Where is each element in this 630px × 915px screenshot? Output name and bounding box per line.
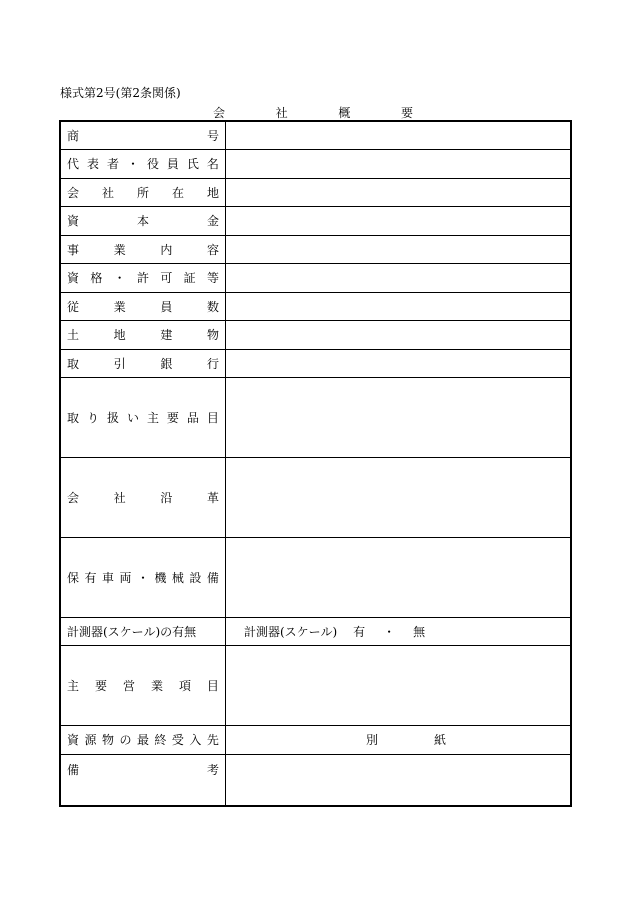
row-label [60, 725, 226, 754]
label-char: 受 [171, 733, 184, 747]
label-char: 有 [84, 570, 97, 585]
label-char: ・ [113, 271, 126, 285]
row-label-text [67, 489, 219, 506]
row-label-text [67, 355, 219, 372]
form-row [60, 725, 571, 754]
label-char: 扱 [106, 410, 119, 425]
label-char: 行 [206, 356, 219, 371]
label-char: 代 [67, 157, 80, 171]
label-char: 業 [113, 242, 126, 257]
title-char: 会 [213, 106, 226, 120]
label-char: 商 [67, 128, 80, 143]
label-char: 数 [206, 299, 219, 314]
label-char: 物 [206, 328, 219, 342]
label-char: 従 [67, 299, 80, 314]
scale-no-option[interactable]: 無 [413, 624, 426, 639]
label-char: 本 [136, 214, 149, 228]
row-label [60, 457, 226, 537]
form-row [60, 320, 571, 349]
row-value-field[interactable] [226, 320, 572, 349]
row-label [60, 320, 226, 349]
label-char: 機 [154, 570, 167, 585]
label-char: 号 [206, 128, 219, 143]
row-value-field[interactable] [226, 206, 572, 235]
label-char: 備 [67, 762, 80, 777]
row-label-text: 計測器(スケール)の有無 [67, 624, 197, 639]
label-char: 社 [101, 185, 114, 200]
form-row [60, 349, 571, 377]
row-value-field[interactable] [226, 149, 572, 178]
row-label-text [67, 326, 219, 343]
document-title [213, 104, 413, 121]
label-char: 終 [154, 733, 167, 747]
row-label-text [67, 409, 219, 426]
label-char: 業 [113, 299, 126, 314]
label-char: 沿 [160, 490, 173, 505]
label-char: 建 [160, 328, 173, 342]
row-value-field[interactable] [226, 377, 572, 457]
label-char: 金 [206, 214, 219, 228]
row-value-field[interactable] [226, 349, 572, 377]
form-row [60, 617, 571, 645]
label-char: 許 [136, 271, 149, 285]
separate-sheet-note [366, 731, 446, 748]
label-char: 主 [67, 678, 80, 693]
label-char: 名 [206, 157, 219, 171]
row-label [60, 206, 226, 235]
label-char: 主 [146, 410, 159, 425]
label-char: 事 [67, 242, 80, 257]
form-row [60, 235, 571, 263]
scale-separator: ・ [383, 624, 396, 639]
label-char: 要 [94, 678, 107, 693]
row-label-text [67, 127, 219, 144]
label-char: 在 [171, 185, 184, 200]
row-value-field[interactable] [226, 725, 572, 754]
form-row [60, 121, 571, 149]
form-row [60, 457, 571, 537]
row-label [60, 645, 226, 725]
label-char: 社 [113, 490, 126, 505]
form-number: 様式第2号(第2条関係) [60, 86, 181, 100]
label-char: 営 [122, 678, 135, 693]
label-char: 所 [136, 185, 149, 200]
form-row [60, 645, 571, 725]
label-char: 内 [160, 242, 173, 257]
label-char: 両 [119, 570, 132, 585]
form-row [60, 149, 571, 178]
label-char: 械 [171, 570, 184, 585]
row-label-text [67, 212, 219, 229]
separate-sheet-char: 紙 [433, 733, 446, 747]
title-char: 概 [338, 106, 351, 120]
row-value-field[interactable] [226, 178, 572, 206]
row-label [60, 754, 226, 806]
label-char: 土 [67, 328, 80, 342]
row-label-text [67, 569, 219, 586]
label-char: 先 [206, 733, 219, 747]
label-char: 役 [146, 157, 159, 171]
label-char: 資 [67, 733, 80, 747]
row-label-text [67, 731, 219, 748]
label-char: 資 [67, 214, 80, 228]
label-char: 物 [101, 733, 114, 747]
row-label-text [67, 241, 219, 258]
scale-label: 計測器(スケール) [244, 624, 338, 639]
row-value-field[interactable] [226, 292, 572, 320]
label-char: 表 [86, 157, 99, 171]
scale-options [226, 623, 570, 640]
row-label [60, 292, 226, 320]
row-label-text [67, 298, 219, 315]
row-value-field[interactable] [226, 754, 572, 806]
row-value-field[interactable] [226, 537, 572, 617]
label-char: 氏 [186, 157, 199, 171]
row-label-text [67, 677, 219, 694]
label-char: 項 [178, 678, 191, 693]
form-row [60, 178, 571, 206]
form-row [60, 206, 571, 235]
label-char: ・ [136, 570, 149, 585]
row-label [60, 235, 226, 263]
form-row [60, 377, 571, 457]
row-label-text [67, 184, 219, 201]
label-char: 取 [67, 410, 80, 425]
row-label [60, 377, 226, 457]
label-char: り [86, 410, 99, 425]
scale-yes-option[interactable]: 有 [353, 624, 366, 639]
label-char: 員 [166, 157, 179, 171]
label-char: 設 [189, 570, 202, 585]
label-char: 取 [67, 356, 80, 371]
row-label [60, 149, 226, 178]
label-char: 源 [84, 733, 97, 747]
label-char: 会 [67, 185, 80, 200]
label-char: 要 [166, 410, 179, 425]
row-value-field[interactable] [226, 645, 572, 725]
label-char: 保 [67, 570, 80, 585]
label-char: 備 [206, 570, 219, 585]
label-char: 革 [206, 490, 219, 505]
label-char: 品 [186, 410, 199, 425]
title-char: 社 [275, 106, 288, 120]
label-char: い [126, 410, 139, 425]
label-char: 地 [206, 185, 219, 200]
row-label [60, 121, 226, 149]
label-char: の [119, 733, 132, 747]
form-row [60, 754, 571, 806]
row-value-field[interactable] [226, 263, 572, 292]
label-char: 可 [160, 271, 173, 285]
row-label [60, 349, 226, 377]
label-char: 考 [206, 762, 219, 777]
label-char: 銀 [160, 356, 173, 371]
row-label [60, 617, 226, 645]
label-char: 目 [206, 678, 219, 693]
label-char: 容 [206, 242, 219, 257]
label-char: 目 [206, 410, 219, 425]
row-value-field[interactable] [226, 235, 572, 263]
form-row [60, 263, 571, 292]
row-label [60, 178, 226, 206]
row-label [60, 263, 226, 292]
title-char: 要 [400, 106, 413, 120]
label-char: 業 [150, 678, 163, 693]
label-char: 会 [67, 490, 80, 505]
row-value-field[interactable] [226, 121, 572, 149]
row-label-text [67, 761, 219, 778]
label-char: ・ [126, 157, 139, 171]
row-value-field[interactable] [226, 457, 572, 537]
row-value-field[interactable] [226, 617, 572, 645]
label-char: 等 [206, 271, 219, 285]
label-char: 証 [183, 271, 196, 285]
label-char: 引 [113, 356, 126, 371]
row-label [60, 537, 226, 617]
label-char: 格 [90, 271, 103, 285]
form-row [60, 537, 571, 617]
company-overview-table [59, 120, 572, 807]
label-char: 地 [113, 328, 126, 342]
label-char: 員 [160, 299, 173, 314]
label-char: 最 [136, 733, 149, 747]
row-label-text [67, 269, 219, 286]
row-label-text [67, 155, 219, 172]
label-char: 入 [189, 733, 202, 747]
separate-sheet-char: 別 [366, 733, 379, 747]
label-char: 者 [106, 157, 119, 171]
form-row [60, 292, 571, 320]
label-char: 資 [67, 271, 80, 285]
label-char: 車 [101, 570, 114, 585]
